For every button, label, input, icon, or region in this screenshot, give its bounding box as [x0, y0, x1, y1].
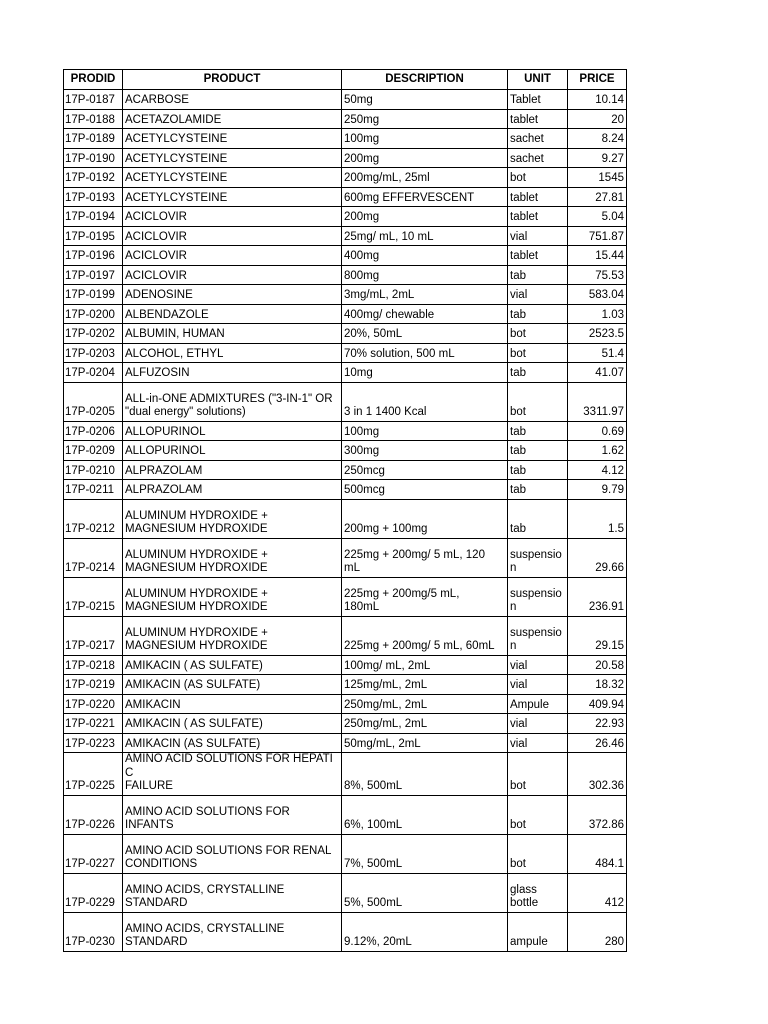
cell-product: ALUMINUM HYDROXIDE + MAGNESIUM HYDROXIDE — [123, 616, 342, 655]
cell-product: AMINO ACID SOLUTIONS FOR RENAL CONDITIONS — [123, 834, 342, 873]
cell-product: ALBUMIN, HUMAN — [123, 324, 342, 344]
cell-description: 50mg — [342, 90, 508, 110]
table-row — [64, 90, 627, 110]
cell-product: AMIKACIN ( AS SULFATE) — [123, 714, 342, 734]
cell-description: 3mg/mL, 2mL — [342, 285, 508, 305]
cell-description: 8%, 500mL — [342, 753, 508, 796]
cell-unit: ampule — [508, 912, 568, 951]
table-row — [64, 148, 627, 168]
cell-prodid: 17P-0214 — [64, 538, 123, 577]
cell-unit: sachet — [508, 148, 568, 168]
table-row — [64, 285, 627, 305]
cell-unit: tab — [508, 265, 568, 285]
table-row — [64, 733, 627, 753]
cell-product: ACETYLCYSTEINE — [123, 129, 342, 149]
cell-unit: vial — [508, 285, 568, 305]
cell-prodid: 17P-0215 — [64, 577, 123, 616]
table-row — [64, 577, 627, 616]
cell-description: 50mg/mL, 2mL — [342, 733, 508, 753]
table-row — [64, 499, 627, 538]
cell-product: ACETYLCYSTEINE — [123, 148, 342, 168]
cell-prodid: 17P-0204 — [64, 363, 123, 383]
cell-unit: tablet — [508, 246, 568, 266]
cell-unit: tab — [508, 499, 568, 538]
cell-price: 484.1 — [568, 834, 627, 873]
cell-unit: Ampule — [508, 694, 568, 714]
header-row — [64, 70, 627, 90]
table-row — [64, 795, 627, 834]
header-price: PRICE — [568, 70, 627, 90]
cell-price: 302.36 — [568, 753, 627, 796]
cell-unit: bot — [508, 168, 568, 188]
table-row — [64, 421, 627, 441]
cell-product: ALBENDAZOLE — [123, 304, 342, 324]
cell-prodid: 17P-0187 — [64, 90, 123, 110]
table-row — [64, 753, 627, 796]
cell-unit: Tablet — [508, 90, 568, 110]
cell-description: 9.12%, 20mL — [342, 912, 508, 951]
cell-description: 500mcg — [342, 480, 508, 500]
cell-unit: tab — [508, 421, 568, 441]
cell-unit: vial — [508, 226, 568, 246]
table-row — [64, 304, 627, 324]
cell-prodid: 17P-0200 — [64, 304, 123, 324]
cell-unit: bot — [508, 343, 568, 363]
cell-prodid: 17P-0203 — [64, 343, 123, 363]
cell-price: 18.32 — [568, 675, 627, 695]
cell-description: 100mg/ mL, 2mL — [342, 655, 508, 675]
cell-price: 9.27 — [568, 148, 627, 168]
cell-price: 2523.5 — [568, 324, 627, 344]
cell-prodid: 17P-0225 — [64, 753, 123, 796]
table-row — [64, 441, 627, 461]
cell-product: AMINO ACIDS, CRYSTALLINE STANDARD — [123, 873, 342, 912]
cell-description: 250mg/mL, 2mL — [342, 694, 508, 714]
table-row — [64, 324, 627, 344]
cell-prodid: 17P-0218 — [64, 655, 123, 675]
table-row — [64, 460, 627, 480]
cell-prodid: 17P-0189 — [64, 129, 123, 149]
cell-unit: suspensio n — [508, 538, 568, 577]
cell-description: 250mg/mL, 2mL — [342, 714, 508, 734]
cell-description: 225mg + 200mg/5 mL, 180mL — [342, 577, 508, 616]
cell-product: ALLOPURINOL — [123, 421, 342, 441]
cell-price: 41.07 — [568, 363, 627, 383]
cell-price: 20 — [568, 109, 627, 129]
table-row — [64, 129, 627, 149]
table-row — [64, 109, 627, 129]
cell-price: 26.46 — [568, 733, 627, 753]
cell-prodid: 17P-0205 — [64, 382, 123, 421]
cell-description: 225mg + 200mg/ 5 mL, 120 mL — [342, 538, 508, 577]
cell-prodid: 17P-0229 — [64, 873, 123, 912]
header-prodid: PRODID — [64, 70, 123, 90]
table-row — [64, 246, 627, 266]
cell-price: 751.87 — [568, 226, 627, 246]
cell-product: AMIKACIN (AS SULFATE) — [123, 733, 342, 753]
cell-prodid: 17P-0212 — [64, 499, 123, 538]
cell-prodid: 17P-0194 — [64, 207, 123, 227]
cell-unit: vial — [508, 655, 568, 675]
cell-product: ALUMINUM HYDROXIDE + MAGNESIUM HYDROXIDE — [123, 538, 342, 577]
cell-product: AMIKACIN (AS SULFATE) — [123, 675, 342, 695]
cell-unit: tab — [508, 460, 568, 480]
cell-unit: glass bottle — [508, 873, 568, 912]
cell-description: 3 in 1 1400 Kcal — [342, 382, 508, 421]
cell-price: 29.15 — [568, 616, 627, 655]
cell-price: 27.81 — [568, 187, 627, 207]
cell-unit: bot — [508, 795, 568, 834]
cell-prodid: 17P-0193 — [64, 187, 123, 207]
cell-unit: bot — [508, 753, 568, 796]
cell-unit: tab — [508, 441, 568, 461]
cell-description: 800mg — [342, 265, 508, 285]
cell-price: 1.03 — [568, 304, 627, 324]
cell-unit: bot — [508, 834, 568, 873]
cell-price: 75.53 — [568, 265, 627, 285]
cell-prodid: 17P-0192 — [64, 168, 123, 188]
table-row — [64, 538, 627, 577]
cell-description: 200mg/mL, 25ml — [342, 168, 508, 188]
cell-description: 400mg — [342, 246, 508, 266]
cell-unit: bot — [508, 324, 568, 344]
cell-description: 400mg/ chewable — [342, 304, 508, 324]
cell-price: 20.58 — [568, 655, 627, 675]
cell-product: ACETYLCYSTEINE — [123, 187, 342, 207]
table-row — [64, 912, 627, 951]
cell-price: 9.79 — [568, 480, 627, 500]
cell-prodid: 17P-0220 — [64, 694, 123, 714]
cell-product: ALPRAZOLAM — [123, 460, 342, 480]
table-row — [64, 363, 627, 383]
cell-unit: vial — [508, 714, 568, 734]
cell-unit: tab — [508, 363, 568, 383]
cell-product: ACICLOVIR — [123, 265, 342, 285]
cell-product: ACETAZOLAMIDE — [123, 109, 342, 129]
cell-product: ALL-in-ONE ADMIXTURES ("3-IN-1" OR "dual energy" solutions) — [123, 382, 342, 421]
cell-product: AMINO ACIDS, CRYSTALLINE STANDARD — [123, 912, 342, 951]
cell-description: 100mg — [342, 129, 508, 149]
cell-price: 412 — [568, 873, 627, 912]
cell-description: 200mg + 100mg — [342, 499, 508, 538]
cell-product: ALCOHOL, ETHYL — [123, 343, 342, 363]
cell-prodid: 17P-0196 — [64, 246, 123, 266]
cell-unit: tablet — [508, 109, 568, 129]
table-row — [64, 343, 627, 363]
cell-prodid: 17P-0230 — [64, 912, 123, 951]
cell-price: 51.4 — [568, 343, 627, 363]
table-row — [64, 187, 627, 207]
header-unit: UNIT — [508, 70, 568, 90]
header-product: PRODUCT — [123, 70, 342, 90]
cell-description: 600mg EFFERVESCENT — [342, 187, 508, 207]
cell-prodid: 17P-0190 — [64, 148, 123, 168]
cell-price: 409.94 — [568, 694, 627, 714]
cell-price: 4.12 — [568, 460, 627, 480]
cell-price: 22.93 — [568, 714, 627, 734]
cell-unit: tab — [508, 480, 568, 500]
table-body — [64, 90, 627, 952]
cell-prodid: 17P-0226 — [64, 795, 123, 834]
table-row — [64, 834, 627, 873]
cell-product: ALUMINUM HYDROXIDE + MAGNESIUM HYDROXIDE — [123, 577, 342, 616]
cell-price: 372.86 — [568, 795, 627, 834]
cell-price: 3311.97 — [568, 382, 627, 421]
cell-price: 5.04 — [568, 207, 627, 227]
cell-description: 100mg — [342, 421, 508, 441]
cell-unit: vial — [508, 675, 568, 695]
cell-prodid: 17P-0199 — [64, 285, 123, 305]
cell-description: 10mg — [342, 363, 508, 383]
cell-product: ALLOPURINOL — [123, 441, 342, 461]
cell-product: ACICLOVIR — [123, 226, 342, 246]
cell-prodid: 17P-0219 — [64, 675, 123, 695]
table-row — [64, 168, 627, 188]
cell-product: AMIKACIN ( AS SULFATE) — [123, 655, 342, 675]
cell-unit: tab — [508, 304, 568, 324]
table-row — [64, 714, 627, 734]
cell-unit: sachet — [508, 129, 568, 149]
table-row — [64, 675, 627, 695]
cell-prodid: 17P-0211 — [64, 480, 123, 500]
cell-unit: suspensio n — [508, 616, 568, 655]
cell-unit: vial — [508, 733, 568, 753]
product-price-table — [63, 69, 627, 952]
cell-price: 15.44 — [568, 246, 627, 266]
cell-price: 236.91 — [568, 577, 627, 616]
cell-unit: tablet — [508, 207, 568, 227]
cell-price: 280 — [568, 912, 627, 951]
cell-unit: suspensio n — [508, 577, 568, 616]
cell-prodid: 17P-0210 — [64, 460, 123, 480]
cell-description: 125mg/mL, 2mL — [342, 675, 508, 695]
cell-unit: tablet — [508, 187, 568, 207]
cell-description: 200mg — [342, 207, 508, 227]
table-row — [64, 655, 627, 675]
cell-price: 29.66 — [568, 538, 627, 577]
cell-description: 70% solution, 500 mL — [342, 343, 508, 363]
cell-price: 1545 — [568, 168, 627, 188]
cell-description: 25mg/ mL, 10 mL — [342, 226, 508, 246]
cell-product: ACARBOSE — [123, 90, 342, 110]
table-row — [64, 694, 627, 714]
cell-product: ADENOSINE — [123, 285, 342, 305]
table-row — [64, 382, 627, 421]
cell-description: 5%, 500mL — [342, 873, 508, 912]
cell-prodid: 17P-0197 — [64, 265, 123, 285]
cell-prodid: 17P-0217 — [64, 616, 123, 655]
table-row — [64, 616, 627, 655]
cell-prodid: 17P-0227 — [64, 834, 123, 873]
cell-product: AMINO ACID SOLUTIONS FOR INFANTS — [123, 795, 342, 834]
cell-price: 10.14 — [568, 90, 627, 110]
cell-prodid: 17P-0195 — [64, 226, 123, 246]
cell-description: 200mg — [342, 148, 508, 168]
cell-product: ACICLOVIR — [123, 207, 342, 227]
header-description: DESCRIPTION — [342, 70, 508, 90]
table-row — [64, 265, 627, 285]
cell-product: ALUMINUM HYDROXIDE + MAGNESIUM HYDROXIDE — [123, 499, 342, 538]
cell-price: 1.62 — [568, 441, 627, 461]
cell-prodid: 17P-0223 — [64, 733, 123, 753]
table-row — [64, 873, 627, 912]
cell-description: 250mg — [342, 109, 508, 129]
cell-product: ACICLOVIR — [123, 246, 342, 266]
cell-prodid: 17P-0188 — [64, 109, 123, 129]
cell-product: ALFUZOSIN — [123, 363, 342, 383]
cell-price: 8.24 — [568, 129, 627, 149]
cell-prodid: 17P-0221 — [64, 714, 123, 734]
cell-product: AMINO ACID SOLUTIONS FOR HEPATIC FAILURE — [123, 753, 342, 796]
cell-description: 6%, 100mL — [342, 795, 508, 834]
cell-price: 0.69 — [568, 421, 627, 441]
table-row — [64, 480, 627, 500]
table-row — [64, 226, 627, 246]
cell-price: 583.04 — [568, 285, 627, 305]
cell-prodid: 17P-0209 — [64, 441, 123, 461]
cell-prodid: 17P-0202 — [64, 324, 123, 344]
cell-description: 300mg — [342, 441, 508, 461]
cell-prodid: 17P-0206 — [64, 421, 123, 441]
cell-description: 7%, 500mL — [342, 834, 508, 873]
cell-description: 250mcg — [342, 460, 508, 480]
cell-product: AMIKACIN — [123, 694, 342, 714]
cell-product: ALPRAZOLAM — [123, 480, 342, 500]
cell-unit: bot — [508, 382, 568, 421]
table-row — [64, 207, 627, 227]
cell-description: 20%, 50mL — [342, 324, 508, 344]
cell-description: 225mg + 200mg/ 5 mL, 60mL — [342, 616, 508, 655]
cell-product: ACETYLCYSTEINE — [123, 168, 342, 188]
cell-price: 1.5 — [568, 499, 627, 538]
